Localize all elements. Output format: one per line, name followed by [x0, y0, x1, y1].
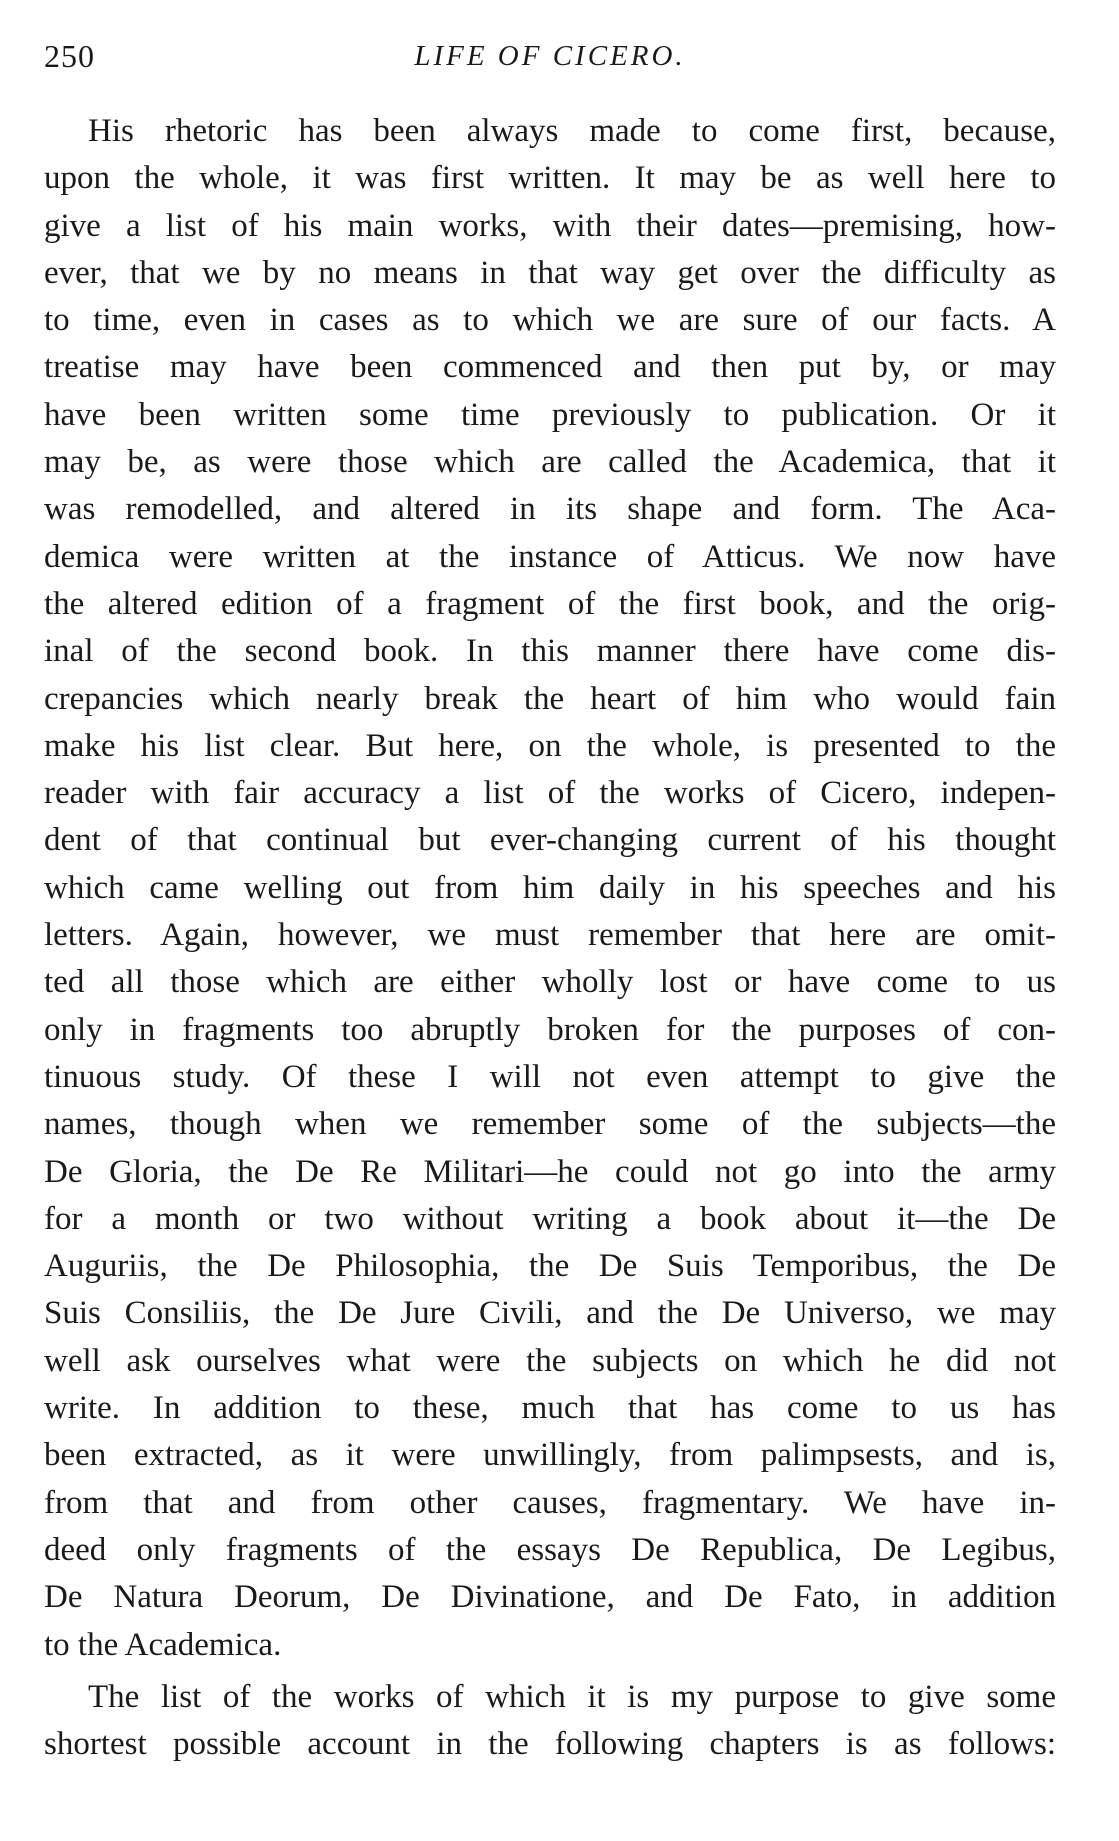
text-line: to the Academica. — [44, 1626, 282, 1663]
text-line: shortest possible account in the following chapters is as follows: — [44, 1726, 1056, 1763]
paragraph-2 — [44, 1674, 1056, 1769]
text-line: only in fragments too abruptly broken for the purposes of con- — [44, 1011, 1056, 1048]
text-line: demica were written at the instance of Atticus. We now have — [44, 538, 1056, 575]
text-line: names, though when we remember some of the subjects—the — [44, 1106, 1056, 1143]
text-line: which came welling out from him daily in his speeches and his — [44, 869, 1056, 906]
text-line: Auguriis, the De Philosophia, the De Suis Temporibus, the De — [44, 1248, 1056, 1285]
text-line: tinuous study. Of these I will not even attempt to give the — [44, 1058, 1056, 1095]
running-head — [44, 38, 1056, 82]
text-line: ever, that we by no means in that way get over the difficulty as — [44, 254, 1056, 291]
running-title: LIFE OF CICERO. — [414, 40, 686, 72]
text-line: write. In addition to these, much that has come to us has — [44, 1390, 1056, 1427]
text-line: De Gloria, the De Re Militari—he could not go into the army — [44, 1153, 1056, 1190]
text-line: to time, even in cases as to which we are sure of our facts. A — [44, 302, 1056, 339]
text-line: crepancies which nearly break the heart of him who would fain — [44, 680, 1056, 717]
text-line: inal of the second book. In this manner there have come dis- — [44, 633, 1056, 670]
text-line: The list of the works of which it is my purpose to give some — [88, 1678, 1056, 1715]
text-line: deed only fragments of the essays De Republica, De Legibus, — [44, 1531, 1056, 1568]
body-text — [44, 108, 1056, 1768]
paragraph-1 — [44, 108, 1056, 1669]
text-line: well ask ourselves what were the subjects on which he did not — [44, 1342, 1056, 1379]
text-line: reader with fair accuracy a list of the works of Cicero, indepen- — [44, 775, 1056, 812]
text-line: letters. Again, however, we must remember that here are omit- — [44, 917, 1056, 954]
text-line: have been written some time previously to publication. Or it — [44, 396, 1056, 433]
text-line: from that and from other causes, fragmentary. We have in- — [44, 1484, 1056, 1521]
text-line: ted all those which are either wholly lost or have come to us — [44, 964, 1056, 1001]
text-line: upon the whole, it was first written. It may be as well here to — [44, 160, 1056, 197]
text-line: the altered edition of a fragment of the first book, and the orig- — [44, 585, 1056, 622]
text-line: dent of that continual but ever-changing current of his thought — [44, 822, 1056, 859]
page-number: 250 — [44, 38, 95, 74]
text-line: make his list clear. But here, on the whole, is presented to the — [44, 727, 1056, 764]
text-line: for a month or two without writing a book about it—the De — [44, 1200, 1056, 1237]
text-line: may be, as were those which are called the Academica, that it — [44, 444, 1056, 481]
text-line: been extracted, as it were unwillingly, from palimpsests, and is, — [44, 1437, 1056, 1474]
text-line: His rhetoric has been always made to come first, because, — [88, 113, 1056, 149]
text-line: give a list of his main works, with their dates—premising, how- — [44, 207, 1056, 244]
text-line: treatise may have been commenced and then put by, or may — [44, 349, 1056, 386]
text-line: De Natura Deorum, De Divinatione, and De Fato, in addition — [44, 1579, 1056, 1616]
text-line: Suis Consiliis, the De Jure Civili, and the De Universo, we may — [44, 1295, 1056, 1332]
text-line: was remodelled, and altered in its shape and form. The Aca- — [44, 491, 1056, 528]
